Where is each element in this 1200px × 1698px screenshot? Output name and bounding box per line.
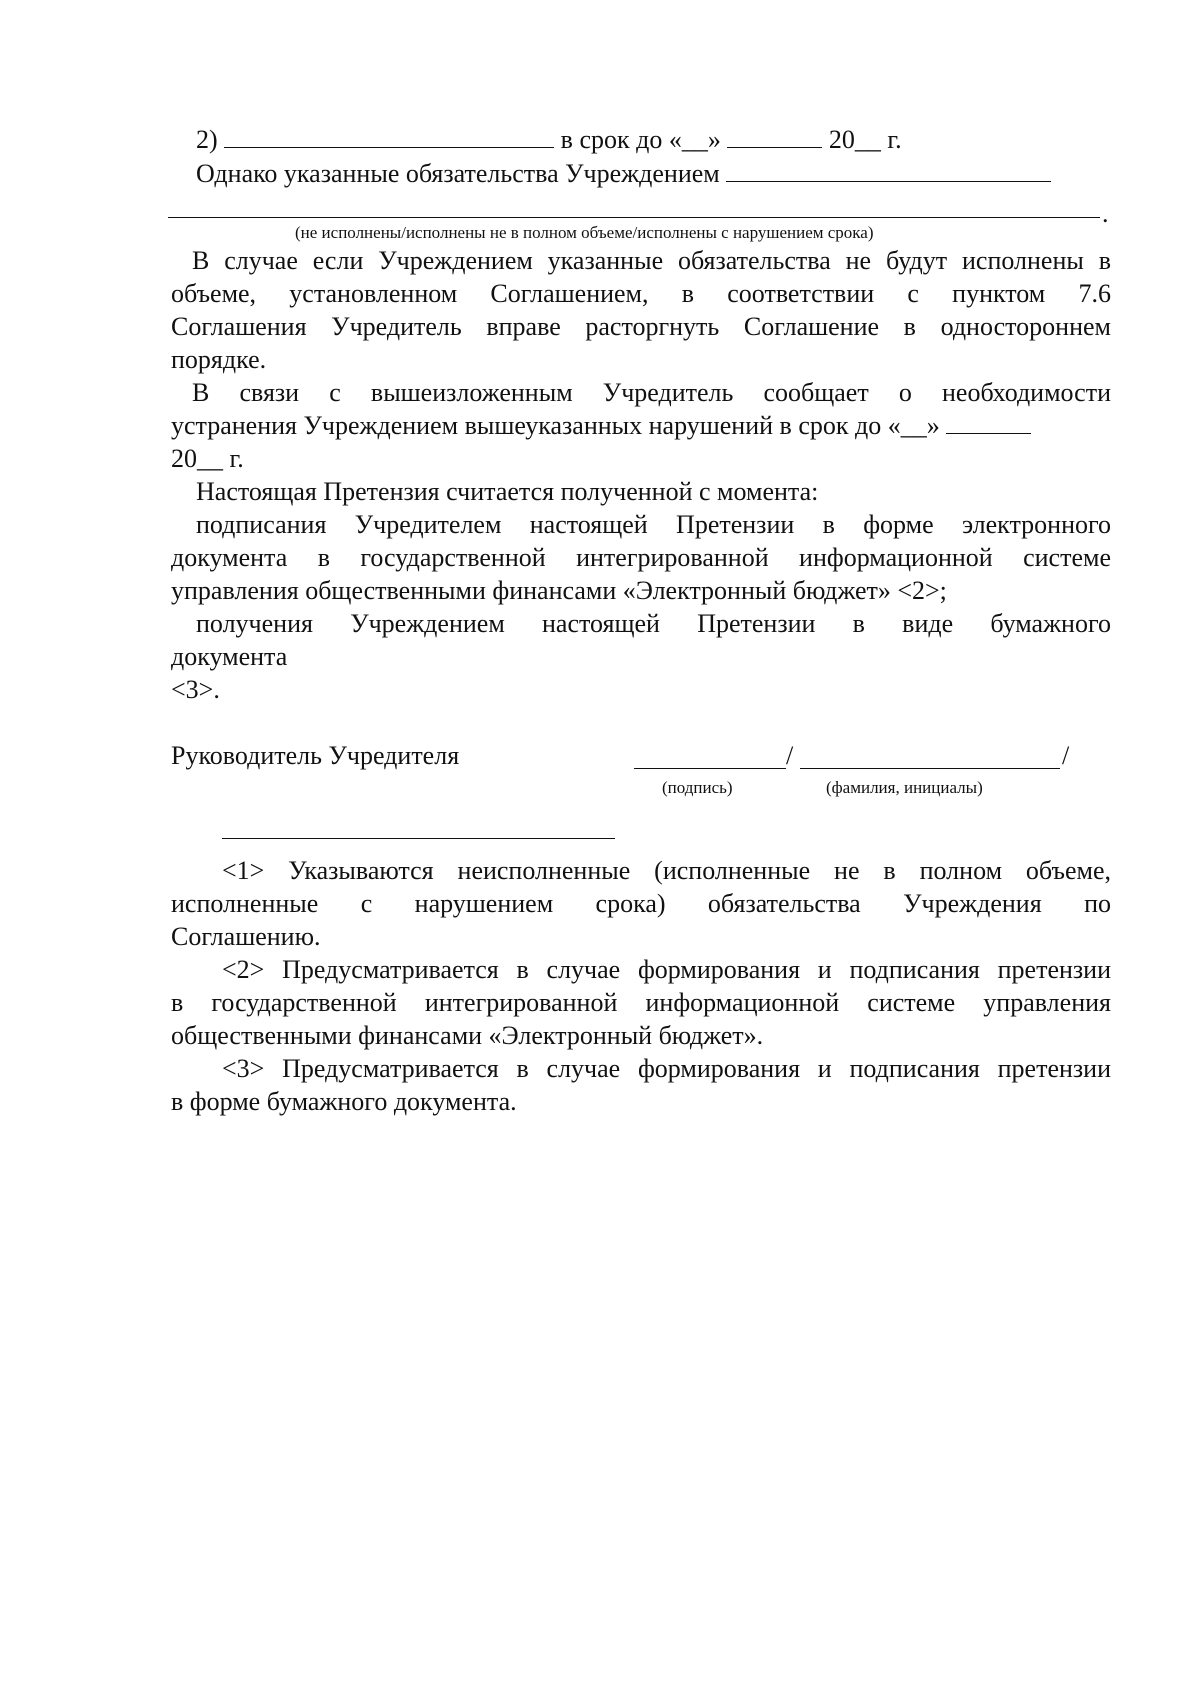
item2-deadline: в срок до «__»	[560, 125, 721, 154]
name-label: (фамилия, инициалы)	[826, 778, 983, 797]
paragraph-1-line: В случае если Учреждением указанные обязательства не будут исполнены в	[192, 246, 1111, 275]
footnote-3-line: <3> Предусматривается в случае формирования и подписания претензии	[222, 1054, 1111, 1083]
footnote-2-line: общественными финансами «Электронный бюджет».	[171, 1021, 764, 1050]
item2-line	[196, 124, 902, 156]
paragraph-2-line: 20__ г.	[171, 444, 244, 473]
item2-blank	[224, 125, 554, 148]
footnote-3-line: в форме бумажного документа.	[171, 1087, 517, 1116]
item2-month-blank	[727, 125, 822, 148]
paragraph-5-line: документа	[171, 642, 288, 671]
paragraph-1-line: объеме, установленном Соглашением, в соответствии с пунктом 7.6	[171, 279, 1111, 308]
paragraph-3: Настоящая Претензия считается полученной с момента:	[196, 477, 819, 506]
status-hint: (не исполнены/исполнены не в полном объеме/исполнены с нарушением срока)	[295, 223, 874, 242]
paragraph-2-line: устранения Учреждением вышеуказанных нарушений в срок до «__»	[171, 410, 1031, 442]
footnote-1-line: исполненные с нарушением срока) обязательства Учреждения по	[171, 889, 1111, 918]
name-blank	[800, 768, 1060, 769]
trailing-dot: .	[1102, 199, 1109, 228]
footnote-1-line: Соглашению.	[171, 922, 321, 951]
paragraph-4-line: подписания Учредителем настоящей Претензии в форме электронного	[196, 510, 1111, 539]
deadline-month-blank	[946, 411, 1031, 434]
paragraph-2-line: В связи с вышеизложенным Учредитель сообщает о необходимости	[192, 378, 1111, 407]
obligation-status-blank	[168, 217, 1100, 218]
item2-year: 20__ г.	[828, 125, 902, 154]
footnote-1-line: <1> Указываются неисполненные (исполненные не в полном объеме,	[222, 856, 1111, 885]
footnote-2-line: <2> Предусматривается в случае формирования и подписания претензии	[222, 955, 1111, 984]
signature-label: (подпись)	[662, 778, 733, 797]
paragraph-4-line: документа в государственной интегрированной информационной системе	[171, 543, 1111, 572]
paragraph-1-line: Соглашения Учредитель вправе расторгнуть Соглашение в одностороннем	[171, 312, 1111, 341]
signature-slash: /	[786, 741, 794, 770]
paragraph-5-line: <3>.	[171, 675, 220, 704]
footnote-2-line: в государственной интегрированной информационной системе управления	[171, 988, 1111, 1017]
paragraph-5-line: получения Учреждением настоящей Претензии в виде бумажного	[196, 609, 1111, 638]
footnote-separator	[222, 838, 615, 839]
however-text: Однако указанные обязательства Учреждением	[196, 159, 720, 188]
paragraph-4-line: управления общественными финансами «Электронный бюджет» <2>;	[171, 576, 947, 605]
however-blank	[726, 159, 1051, 182]
paragraph-1-line: порядке.	[171, 345, 267, 374]
signature-blank	[634, 768, 786, 769]
name-slash: /	[1062, 741, 1070, 770]
item2-number: 2)	[196, 125, 218, 154]
however-line	[196, 158, 1051, 190]
signatory-role: Руководитель Учредителя	[171, 741, 460, 770]
